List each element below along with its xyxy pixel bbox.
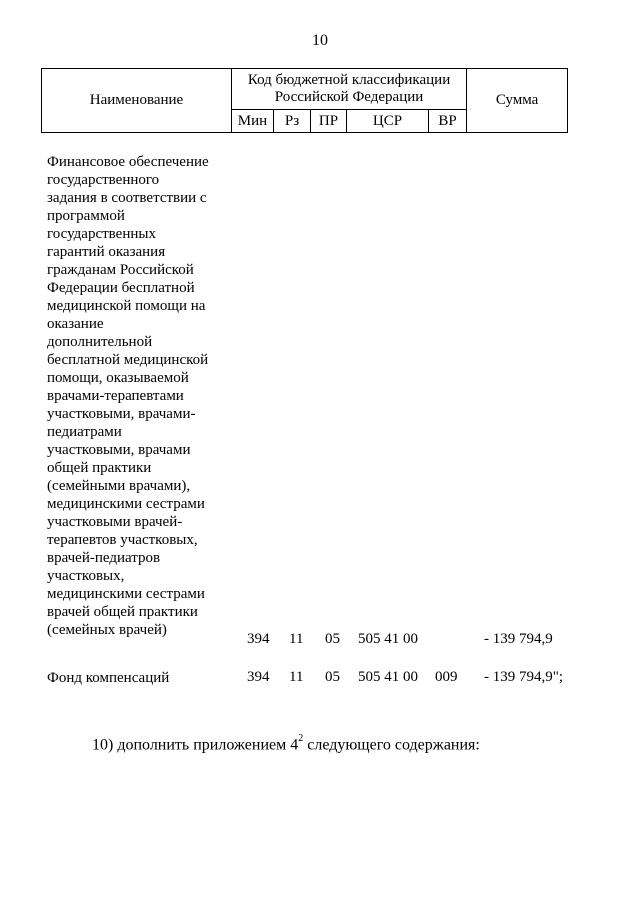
name-line: врачей-педиатров — [47, 550, 161, 566]
row-2-pr: 05 — [325, 669, 340, 685]
name-line: врачами-терапевтами — [47, 388, 184, 404]
name-line: программой — [47, 208, 125, 224]
row-1-min: 394 — [247, 631, 270, 647]
name-line: медицинской помощи на — [47, 298, 206, 314]
row-2-sum: - 139 794,9"; — [484, 669, 564, 685]
paragraph-suffix: следующего содержания: — [303, 736, 480, 754]
amendment-paragraph — [92, 735, 480, 754]
name-line: педиатрами — [47, 424, 122, 440]
name-line: медицинскими сестрами — [47, 586, 205, 602]
name-line: (семейных врачей) — [47, 622, 167, 638]
name-line: общей практики — [47, 460, 152, 476]
row-2-min: 394 — [247, 669, 270, 685]
name-line: задания в соответствии с — [47, 190, 207, 206]
name-line: гражданам Российской — [47, 262, 194, 278]
row-1-name — [47, 153, 232, 639]
name-line: бесплатной медицинской — [47, 352, 209, 368]
row-1-rz: 11 — [289, 631, 304, 647]
row-2-name — [47, 669, 232, 687]
name-line: государственного — [47, 172, 160, 188]
column-header-pr: ПР — [311, 110, 347, 133]
column-header-vr: ВР — [429, 110, 467, 133]
budget-table-header — [41, 68, 568, 133]
column-header-min: Мин — [232, 110, 274, 133]
budget-code-title-line1: Код бюджетной классификации — [247, 72, 451, 88]
column-header-budget-code — [232, 69, 467, 110]
name-line: государственных — [47, 226, 156, 242]
name-line: участковыми, врачами- — [47, 406, 196, 422]
row-2-rz: 11 — [289, 669, 304, 685]
row-2-csr: 505 41 00 — [358, 669, 418, 685]
column-header-name: Наименование — [42, 69, 232, 133]
name-line: Финансовое обеспечение — [47, 154, 209, 170]
budget-code-title-line2: Российской Федерации — [274, 89, 424, 105]
page-number: 10 — [312, 32, 328, 49]
paragraph-prefix: 10) дополнить приложением 4 — [92, 736, 299, 754]
name-line: оказание — [47, 316, 104, 332]
column-header-csr: ЦСР — [347, 110, 429, 133]
name-line: участковыми, врачами — [47, 442, 191, 458]
row-2-vr: 009 — [435, 669, 458, 685]
name-line: медицинскими сестрами — [47, 496, 205, 512]
row-1-csr: 505 41 00 — [358, 631, 418, 647]
name-line: Фонд компенсаций — [47, 670, 170, 686]
name-line: гарантий оказания — [47, 244, 166, 260]
name-line: (семейными врачами), — [47, 478, 191, 494]
column-header-sum: Сумма — [467, 69, 568, 133]
row-1-pr: 05 — [325, 631, 340, 647]
name-line: терапевтов участковых, — [47, 532, 198, 548]
column-header-rz: Рз — [274, 110, 311, 133]
paragraph-superscript: 2 — [298, 733, 304, 744]
name-line: участковыми врачей- — [47, 514, 183, 530]
row-1-sum: - 139 794,9 — [484, 631, 553, 647]
name-line: Федерации бесплатной — [47, 280, 195, 296]
name-line: участковых, — [47, 568, 125, 584]
name-line: помощи, оказываемой — [47, 370, 189, 386]
name-line: дополнительной — [47, 334, 153, 350]
name-line: врачей общей практики — [47, 604, 198, 620]
